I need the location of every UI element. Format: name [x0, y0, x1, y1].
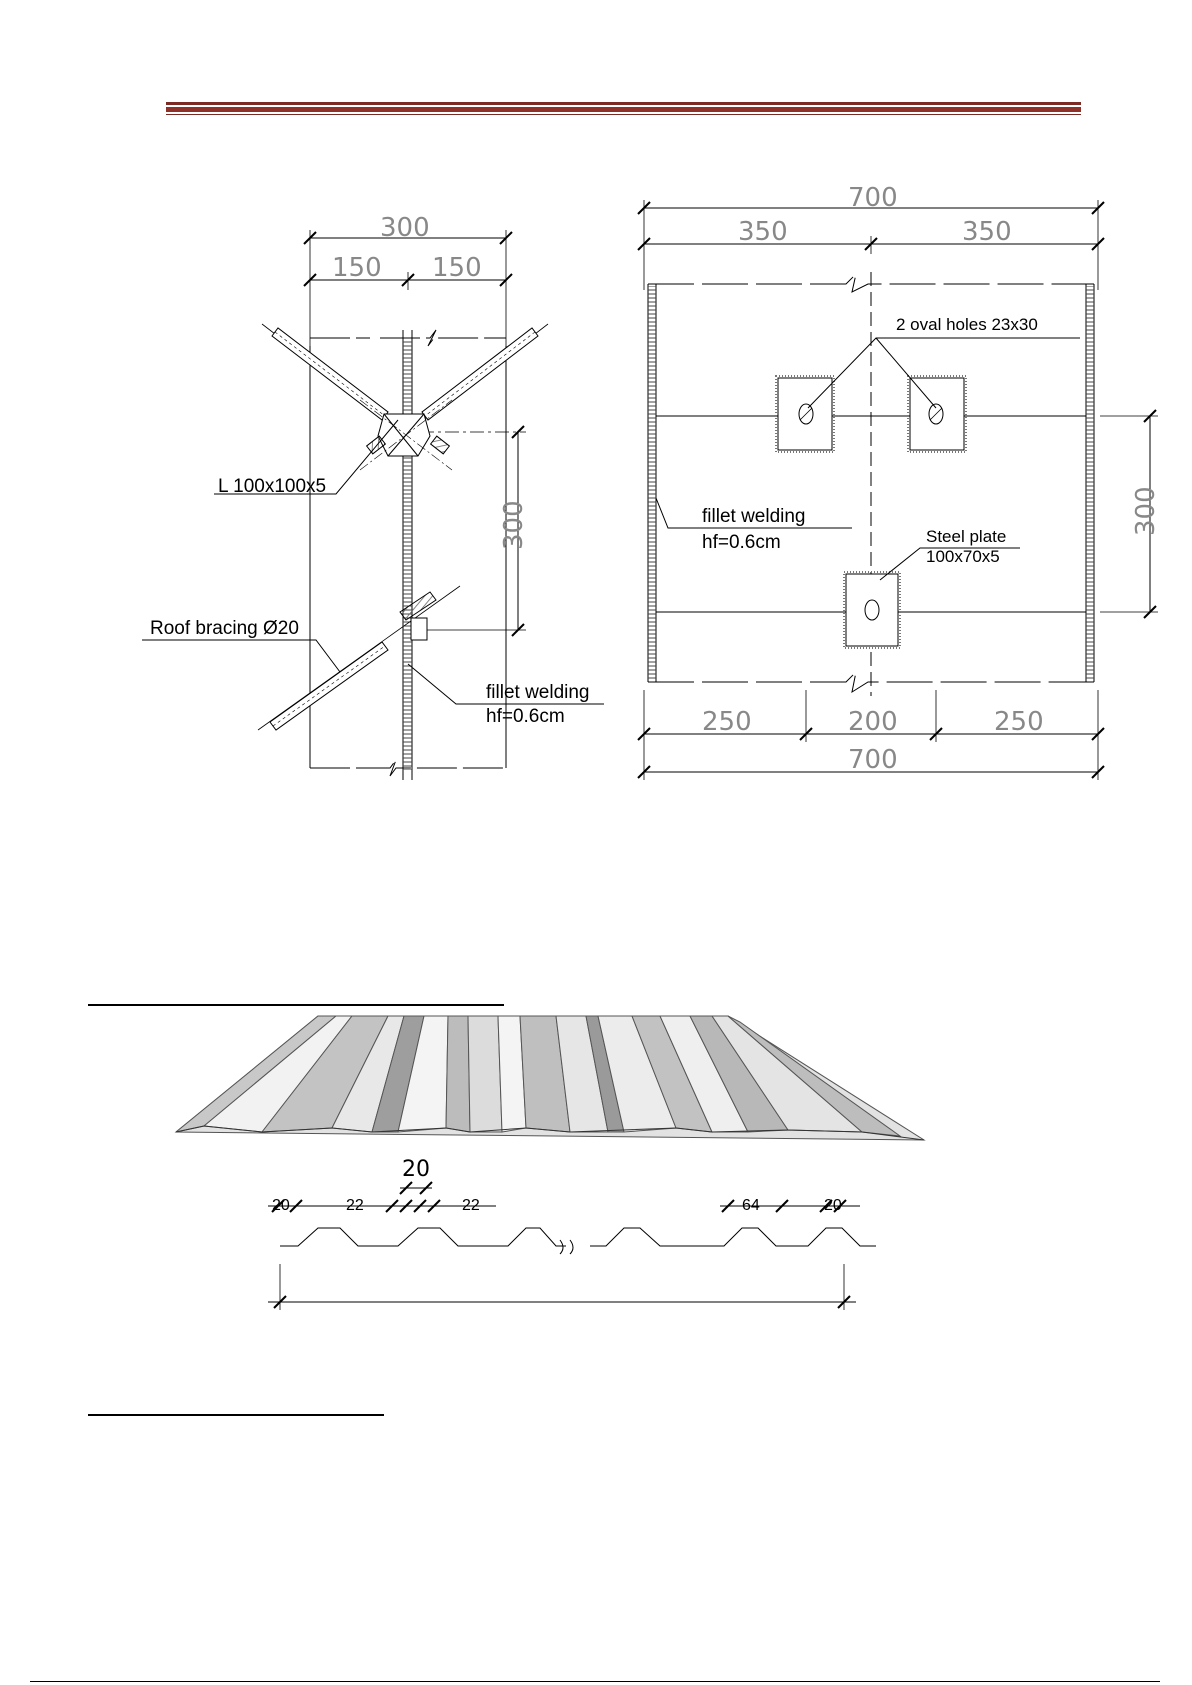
steel-plate-upper-left [776, 376, 834, 452]
dim-150-left-label: 150 [332, 253, 382, 283]
purlin-plate-drawing [638, 200, 1158, 780]
crest-width-label: 20 [402, 1157, 430, 1182]
left-edge-label: 20 [272, 1197, 290, 1214]
steel-plate-label: Steel plate [926, 527, 1007, 546]
break-symbol [560, 1240, 573, 1254]
dim-700-bottom-label: 700 [848, 745, 898, 775]
dim-150-right-label: 150 [432, 253, 482, 283]
oval-holes-label: 2 oval holes 23x30 [896, 315, 1038, 334]
angle-label: L 100x100x5 [218, 476, 327, 497]
bracing-rod-lower [258, 586, 460, 730]
dim-250-right-label: 250 [994, 707, 1044, 737]
weld-size-label: hf=0.6cm [486, 706, 565, 727]
left-web-label: 22 [346, 1197, 364, 1214]
right-edge-label: 20 [824, 1197, 842, 1214]
dim-250-left-label: 250 [702, 707, 752, 737]
right-web-label: 22 [462, 1197, 480, 1214]
dim-700-top-label: 700 [848, 183, 898, 213]
dim-350-left-label: 350 [738, 217, 788, 247]
roof-sheet-illustration [176, 1016, 924, 1140]
dim-200-label: 200 [848, 707, 898, 737]
roof-bracing-label: Roof bracing Ø20 [150, 618, 299, 639]
trapezoidal-profile [280, 1228, 566, 1246]
steel-plate-upper-right [908, 376, 966, 452]
weld-size-right-label: hf=0.6cm [702, 532, 781, 553]
steel-plate-lower [844, 572, 900, 648]
dim-300-vertical-label: 300 [499, 500, 529, 550]
steel-plate-size-label: 100x70x5 [926, 547, 1000, 566]
fillet-welding-right-label: fillet welding [702, 506, 806, 527]
leader-lines [142, 420, 604, 704]
bracing-rod-upper-left [262, 324, 400, 430]
dim-300-label: 300 [380, 213, 430, 243]
profile-overall-dim [268, 1264, 856, 1310]
fillet-welding-label: fillet welding [486, 682, 590, 703]
dim-350-right-label: 350 [962, 217, 1012, 247]
profile-section-text [272, 1157, 842, 1214]
purlin-web [403, 330, 412, 780]
dim-350-row [638, 236, 1104, 254]
dim-300-right-label: 300 [1131, 486, 1161, 536]
pitch-label: 64 [742, 1197, 760, 1214]
